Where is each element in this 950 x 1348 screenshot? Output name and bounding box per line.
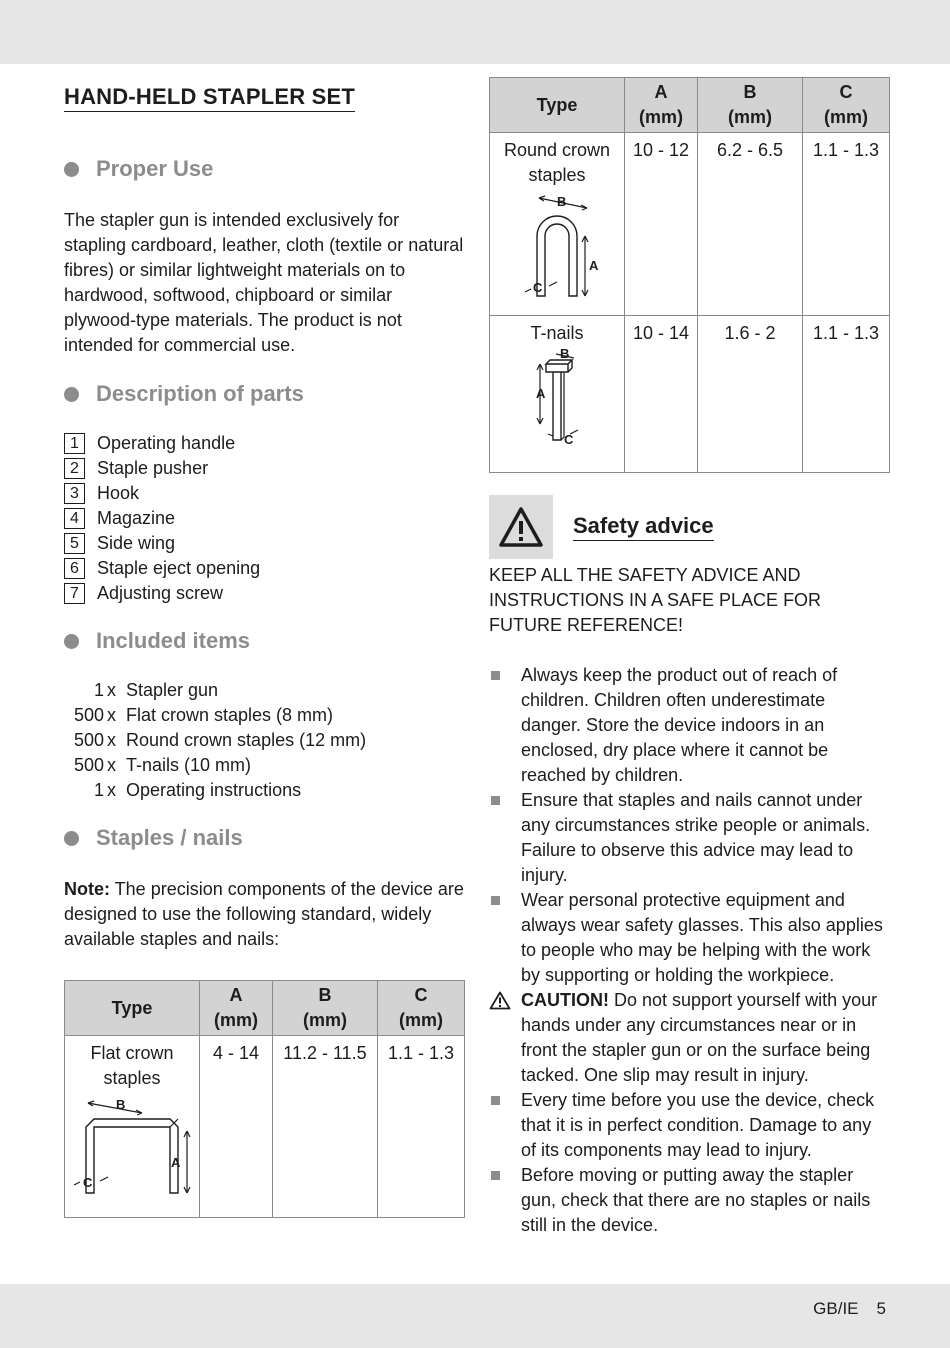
square-bullet-icon xyxy=(491,671,500,680)
note-label: Note: xyxy=(64,879,110,899)
svg-text:B: B xyxy=(557,194,567,209)
value-a: 4 - 14 xyxy=(200,1036,273,1218)
square-bullet-icon xyxy=(491,1171,500,1180)
keep-instructions-text: KEEP ALL THE SAFETY ADVICE AND INSTRUCTIONS IN A SAFE PLACE FOR FUTURE REFERENCE! xyxy=(489,565,822,635)
list-item xyxy=(64,556,464,581)
value-b: 1.6 - 2 xyxy=(698,316,803,473)
part-label: Staple eject opening xyxy=(97,558,261,578)
value-c: 1.1 - 1.3 xyxy=(803,316,890,473)
safety-heading xyxy=(489,495,889,559)
staples-heading: Staples / nails xyxy=(64,825,464,851)
part-number: 3 xyxy=(64,483,85,504)
left-column xyxy=(64,84,464,1218)
page-title: HAND-HELD STAPLER SET xyxy=(64,84,355,112)
bullet-dot-icon xyxy=(64,387,79,402)
list-item: 500 x T-nails (10 mm) xyxy=(73,755,252,775)
svg-text:C: C xyxy=(83,1175,93,1190)
svg-text:A: A xyxy=(589,258,599,273)
t-nail-diagram xyxy=(522,346,592,450)
part-label: Adjusting screw xyxy=(97,583,224,603)
list-item: 500 x Round crown staples (12 mm) xyxy=(73,730,367,750)
part-label: Operating handle xyxy=(97,433,236,453)
column-header-c: C (mm) xyxy=(378,981,465,1036)
proper-use-text: The stapler gun is intended exclusively for stapling cardboard, leather, cloth (textile or natural fibres) or similar lightweight materials on to hardwood, softwood, chipboard or similar plywood-type materials. The product is not intended for commercial use. xyxy=(64,210,464,355)
part-label: Hook xyxy=(97,483,140,503)
column-header-b: B (mm) xyxy=(698,78,803,133)
proper-use-heading: Proper Use xyxy=(64,156,464,182)
part-number: 2 xyxy=(64,458,85,479)
round-staples-table xyxy=(489,77,890,473)
round-crown-staple-diagram xyxy=(517,192,597,300)
column-header-a: A (mm) xyxy=(200,981,273,1036)
page-number: 5 xyxy=(876,1299,886,1318)
list-item xyxy=(64,581,464,606)
note-text: Note: The precision components of the device are designed to use the following standard, widely available staples and nails: xyxy=(64,879,464,949)
page-footer xyxy=(795,1299,886,1319)
list-item: Every time before you use the device, check that it is in perfect condition. Damage to any of its components may lead to injury. xyxy=(489,1088,889,1163)
caution-item: CAUTION! Do not support yourself with your hands under any circumstances near or in front the stapler gun or on the surface being tacked. One slip may result in injury. xyxy=(489,988,889,1088)
table-row xyxy=(65,1036,465,1218)
column-header-a: A (mm) xyxy=(625,78,698,133)
part-number: 7 xyxy=(64,583,85,604)
svg-text:C: C xyxy=(564,432,574,447)
footer-region: GB/IE xyxy=(813,1299,859,1318)
bullet-dot-icon xyxy=(64,162,79,177)
parts-list xyxy=(64,431,464,606)
part-number: 1 xyxy=(64,433,85,454)
svg-text:C: C xyxy=(533,280,543,295)
bullet-dot-icon xyxy=(64,831,79,846)
value-c: 1.1 - 1.3 xyxy=(803,133,890,316)
type-cell: T-nails B A C xyxy=(490,316,625,473)
list-item: Before moving or putting away the stapler gun, check that there are no staples or nails still in the device. xyxy=(489,1163,889,1238)
list-item: 500 x Flat crown staples (8 mm) xyxy=(73,705,334,725)
list-item: Wear personal protective equipment and always wear safety glasses. This also applies to people who may be helping with the work by supporting or holding the workpiece. xyxy=(489,888,889,988)
value-b: 6.2 - 6.5 xyxy=(698,133,803,316)
part-label: Side wing xyxy=(97,533,176,553)
part-number: 4 xyxy=(64,508,85,529)
flat-crown-staple-diagram xyxy=(72,1095,192,1197)
part-number: 5 xyxy=(64,533,85,554)
value-a: 10 - 14 xyxy=(625,316,698,473)
part-label: Magazine xyxy=(97,508,176,528)
right-column xyxy=(489,77,889,1238)
part-number: 6 xyxy=(64,558,85,579)
value-b: 11.2 - 11.5 xyxy=(273,1036,378,1218)
column-header-c: C (mm) xyxy=(803,78,890,133)
part-label: Staple pusher xyxy=(97,458,209,478)
svg-text:A: A xyxy=(171,1155,181,1170)
type-cell: Flat crown staples B A C xyxy=(65,1036,200,1218)
bullet-dot-icon xyxy=(64,634,79,649)
safety-title: Safety advice xyxy=(573,513,714,541)
svg-text:B: B xyxy=(560,346,570,361)
list-item xyxy=(64,456,464,481)
table-row xyxy=(490,133,890,316)
list-item xyxy=(64,431,464,456)
safety-bullets xyxy=(489,663,889,1238)
caution-label: CAUTION! xyxy=(521,990,609,1010)
warning-triangle-icon xyxy=(498,506,544,548)
included-heading: Included items xyxy=(64,628,464,654)
list-item: Always keep the product out of reach of children. Children often underestimate danger. Store the device indoors in an enclosed, dry place where it cannot be reached by children. xyxy=(489,663,889,788)
square-bullet-icon xyxy=(491,796,500,805)
caution-triangle-icon xyxy=(489,991,511,1010)
square-bullet-icon xyxy=(491,896,500,905)
value-a: 10 - 12 xyxy=(625,133,698,316)
list-item: 1 x Operating instructions xyxy=(93,780,302,800)
table-row xyxy=(490,316,890,473)
square-bullet-icon xyxy=(491,1096,500,1105)
list-item xyxy=(64,531,464,556)
top-band xyxy=(0,0,950,64)
list-item xyxy=(64,506,464,531)
parts-heading: Description of parts xyxy=(64,381,464,407)
list-item xyxy=(64,481,464,506)
column-header-type: Type xyxy=(490,78,625,133)
list-item: 1 x Stapler gun xyxy=(93,680,219,700)
svg-text:A: A xyxy=(536,386,546,401)
value-c: 1.1 - 1.3 xyxy=(378,1036,465,1218)
column-header-b: B (mm) xyxy=(273,981,378,1036)
column-header-type: Type xyxy=(65,981,200,1036)
svg-text:B: B xyxy=(116,1097,126,1112)
type-cell: Round crown staples B A C xyxy=(490,133,625,316)
list-item: Ensure that staples and nails cannot under any circumstances strike people or animals. Failure to observe this advice may lead to injury. xyxy=(489,788,889,888)
flat-staples-table xyxy=(64,980,465,1218)
included-items-list xyxy=(52,678,464,803)
warning-box xyxy=(489,495,553,559)
